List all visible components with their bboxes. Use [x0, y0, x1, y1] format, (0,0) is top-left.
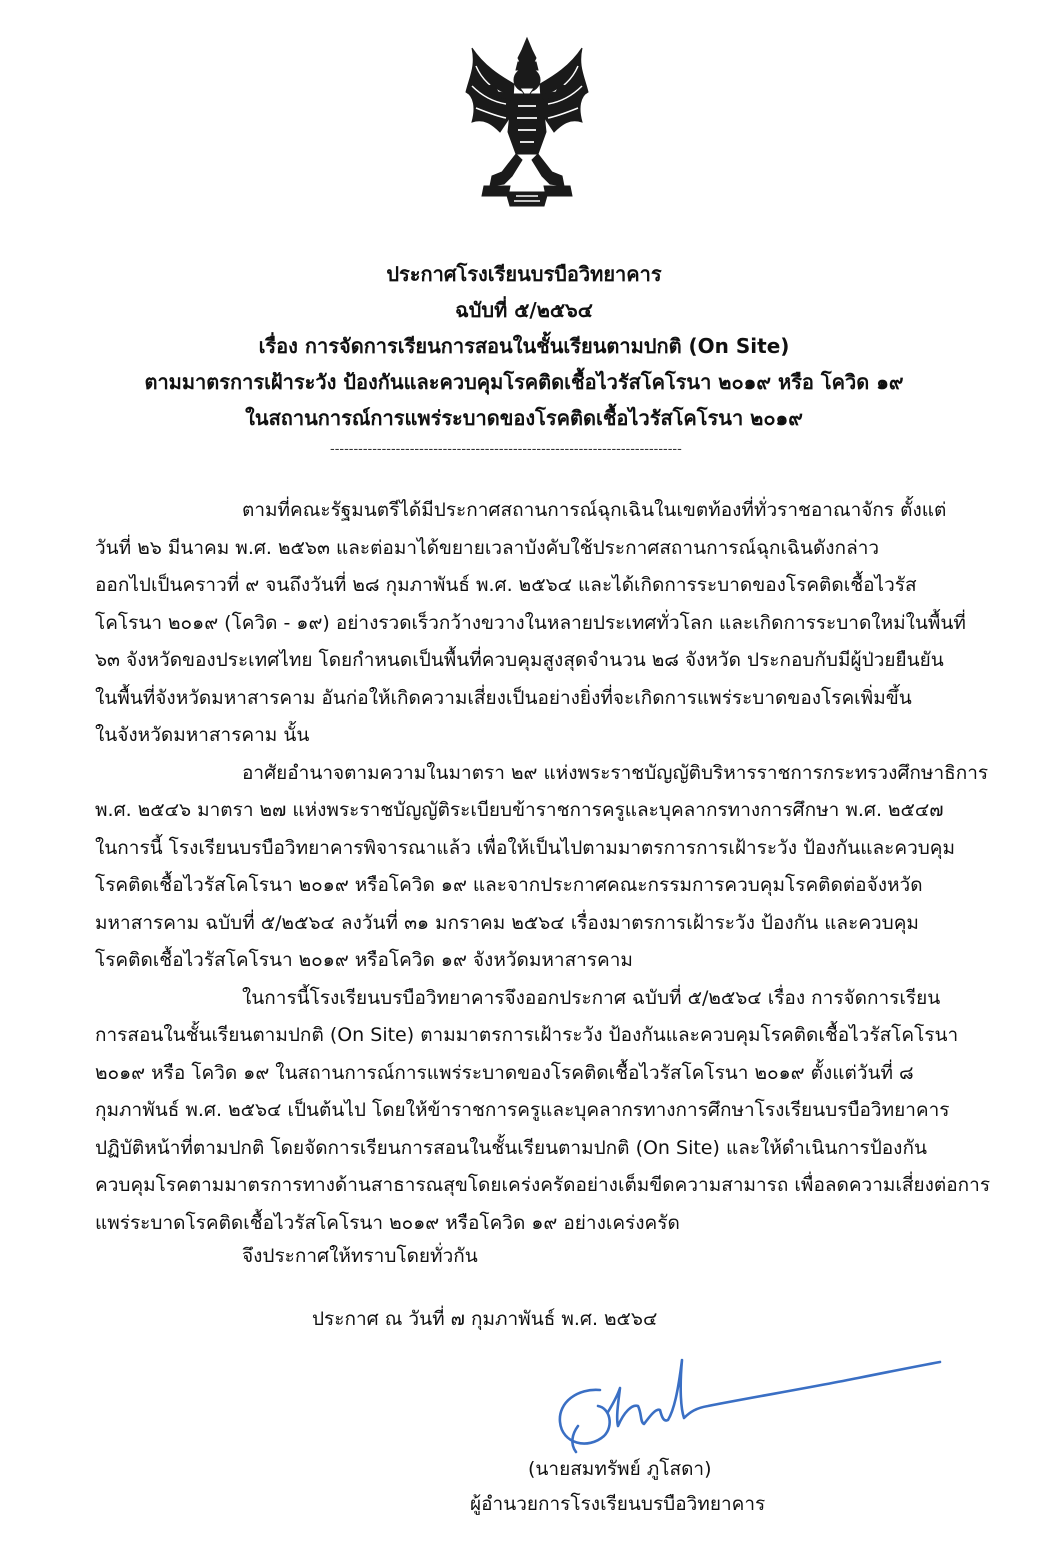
body-line: ออกไปเป็นคราวที่ ๙ จนถึงวันที่ ๒๘ กุมภาพันธ์ พ.ศ. ๒๕๖๔ และได้เกิดการระบาดของโรคติดเชื้อไวรัส [95, 574, 917, 596]
body-line: ในจังหวัดมหาสารคาม นั้น [95, 724, 310, 746]
body-line: ปฏิบัติหน้าที่ตามปกติ โดยจัดการเรียนการสอนในชั้นเรียนตามปกติ (On Site) และให้ดำเนินการป้องกัน [95, 1136, 927, 1159]
announcement-date: ประกาศ ณ วันที่ ๗ กุมภาพันธ์ พ.ศ. ๒๕๖๔ [312, 1308, 658, 1330]
garuda-emblem-icon [462, 36, 592, 208]
body-line: วันที่ ๒๖ มีนาคม พ.ศ. ๒๕๖๓ และต่อมาได้ขยายเวลาบังคับใช้ประกาศสถานการณ์ฉุกเฉินดังกล่าว [95, 536, 880, 559]
paragraph-3 [95, 980, 1015, 1243]
body-line: ควบคุมโรคตามมาตรการทางด้านสาธารณสุขโดยเคร่งครัดอย่างเต็มขีดความสามารถ เพื่อลดความเสี่ยงต่อการ [95, 1174, 991, 1196]
body-line: ในพื้นที่จังหวัดมหาสารคาม อันก่อให้เกิดความเสี่ยงเป็นอย่างยิ่งที่จะเกิดการแพร่ระบาดของโรคเพิ่มขึ้น [95, 686, 912, 709]
paragraph-2 [95, 755, 1015, 980]
subject-line-3: ในสถานการณ์การแพร่ระบาดของโรคติดเชื้อไวรัสโคโรนา ๒๐๑๙ [245, 406, 803, 430]
announcement-number: ฉบับที่ ๕/๒๕๖๔ [455, 298, 593, 322]
announcement-body [95, 492, 1015, 1242]
body-line: ๖๓ จังหวัดของประเทศไทย โดยกำหนดเป็นพื้นที่ควบคุมสูงสุดจำนวน ๒๘ จังหวัด ประกอบกับมีผู้ป่วยยืนยัน [95, 649, 944, 671]
body-line: การสอนในชั้นเรียนตามปกติ (On Site) ตามมาตรการเฝ้าระวัง ป้องกันและควบคุมโรคติดเชื้อไวรัสโคโรนา [95, 1024, 959, 1046]
signer-title: ผู้อำนวยการโรงเรียนบรบือวิทยาคาร [470, 1493, 766, 1515]
header-separator: --------------------------------------------------------------------------- [330, 442, 682, 457]
body-line: โรคติดเชื้อไวรัสโคโรนา ๒๐๑๙ หรือโควิด ๑๙ จังหวัดมหาสารคาม [95, 949, 633, 971]
paragraph-1 [95, 492, 1015, 755]
body-line: โรคติดเชื้อไวรัสโคโรนา ๒๐๑๙ หรือโควิด ๑๙ และจากประกาศคณะกรรมการควบคุมโรคติดต่อจังหวัด [95, 874, 923, 896]
body-line: ๒๐๑๙ หรือ โควิด ๑๙ ในสถานการณ์การแพร่ระบาดของโรคติดเชื้อไวรัสโคโรนา ๒๐๑๙ ตั้งแต่วันที่ ๘ [95, 1061, 914, 1084]
body-line: พ.ศ. ๒๕๔๖ มาตรา ๒๗ แห่งพระราชบัญญัติระเบียบข้าราชการครูและบุคลากรทางการศึกษา พ.ศ. ๒๕๔๗ [95, 799, 944, 821]
body-line: ในการนี้ โรงเรียนบรบือวิทยาคารพิจารณาแล้ว เพื่อให้เป็นไปตามมาตรการการเฝ้าระวัง ป้องกันและควบคุม [95, 836, 956, 859]
body-line: แพร่ระบาดโรคติดเชื้อไวรัสโคโรนา ๒๐๑๙ หรือโควิด ๑๙ อย่างเคร่งครัด [95, 1211, 680, 1234]
signer-name: (นายสมทรัพย์ ภูโสดา) [528, 1458, 712, 1480]
body-line: มหาสารคาม ฉบับที่ ๕/๒๕๖๔ ลงวันที่ ๓๑ มกราคม ๒๕๖๔ เรื่องมาตรการเฝ้าระวัง ป้องกัน และควบคุม [95, 911, 919, 934]
body-line: ตามที่คณะรัฐมนตรีได้มีประกาศสถานการณ์ฉุกเฉินในเขตท้องที่ทั่วราชอาณาจักร ตั้งแต่ [242, 499, 947, 521]
closing-statement: จึงประกาศให้ทราบโดยทั่วกัน [242, 1245, 478, 1267]
issuer-title: ประกาศโรงเรียนบรบือวิทยาคาร [386, 262, 662, 286]
signature-image [548, 1352, 948, 1462]
announcement-header [80, 256, 968, 436]
subject-line-1: เรื่อง การจัดการเรียนการสอนในชั้นเรียนตามปกติ (On Site) [258, 334, 790, 358]
body-line: ในการนี้โรงเรียนบรบือวิทยาคารจึงออกประกาศ ฉบับที่ ๕/๒๕๖๔ เรื่อง การจัดการเรียน [242, 986, 941, 1009]
body-line: โคโรนา ๒๐๑๙ (โควิด - ๑๙) อย่างรวดเร็วกว้างขวางในหลายประเทศทั่วโลก และเกิดการระบาดใหม่ในพื้นที่ [95, 611, 966, 634]
body-line: กุมภาพันธ์ พ.ศ. ๒๕๖๔ เป็นต้นไป โดยให้ข้าราชการครูและบุคลากรทางการศึกษาโรงเรียนบรบือวิทยาคาร [95, 1099, 950, 1121]
subject-line-2: ตามมาตรการเฝ้าระวัง ป้องกันและควบคุมโรคติดเชื้อไวรัสโคโรนา ๒๐๑๙ หรือ โควิด ๑๙ [144, 370, 904, 394]
body-line: อาศัยอำนาจตามความในมาตรา ๒๙ แห่งพระราชบัญญัติบริหารราชการกระทรวงศึกษาธิการ [242, 761, 989, 784]
